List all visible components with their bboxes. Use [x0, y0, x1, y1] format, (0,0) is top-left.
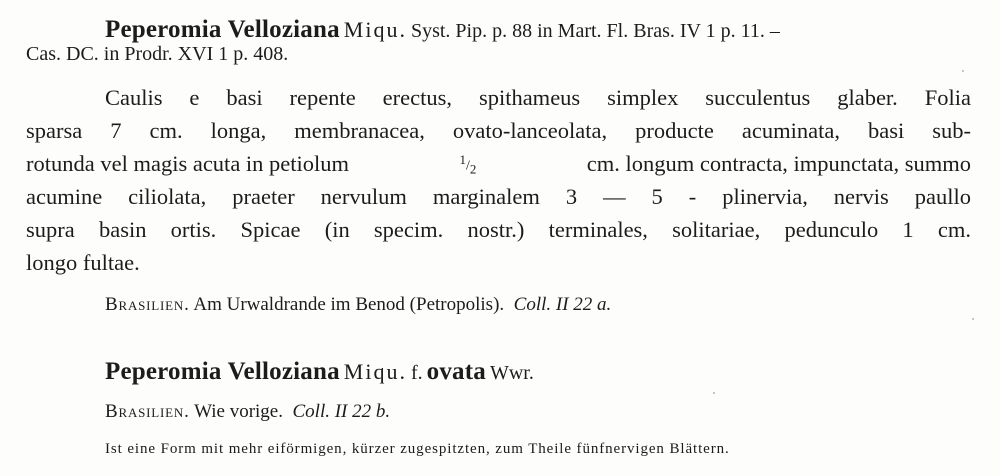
entry2-locality	[105, 402, 390, 421]
entry1-author: Miqu.	[343, 17, 407, 42]
entry1-heading	[105, 17, 780, 42]
entry2-collection: Coll. II 22 b.	[292, 401, 391, 422]
entry1-locality	[105, 295, 611, 314]
entry2-note: Ist eine Form mit mehr eiförmigen, kürzer zugespitzten, zum Theile fünfnervigen Blättern.	[105, 441, 730, 457]
entry2-heading	[105, 359, 534, 384]
entry2-locality-country: Brasilien.	[105, 401, 190, 422]
entry1-locality-country: Brasilien.	[105, 294, 190, 315]
entry1-description-line5: supra basin ortis. Spicae (in specim. nostr.) terminales, solitariae, pedunculo 1 cm.	[26, 217, 971, 242]
entry1-reference-line1: Syst. Pip. p. 88 in Mart. Fl. Bras. IV 1 p. 11. –	[410, 20, 780, 42]
entry1-description-line3-end: cm. longum contracta, impunctata, summo	[586, 151, 971, 176]
entry1-locality-text: Am Urwaldrande im Benod (Petropolis).	[193, 294, 505, 315]
entry1-species-name: Peperomia Velloziana	[105, 16, 340, 43]
petiole-fraction: $^1/_2$	[459, 152, 477, 177]
entry2-species-name: Peperomia Velloziana	[105, 358, 340, 385]
paper-speck	[713, 392, 715, 394]
entry1-description-line1: Caulis e basi repente erectus, spithameus simplex succulentus glaber. Folia	[105, 85, 971, 110]
entry1-collection: Coll. II 22 a.	[513, 294, 612, 315]
entry1-description-line6: longo fultae.	[26, 250, 140, 275]
paper-speck	[972, 318, 974, 320]
entry1-reference-line2: Cas. DC. in Prodr. XVI 1 p. 408.	[26, 43, 289, 65]
entry2-form-prefix: f.	[410, 362, 423, 384]
entry1-description-line3-start: rotunda vel magis acuta in petiolum	[26, 151, 350, 176]
entry2-locality-text: Wie vorige.	[194, 401, 283, 422]
fraction-numerator: 1	[459, 152, 466, 167]
paper-speck	[962, 70, 964, 72]
entry1-description-line2: sparsa 7 cm. longa, membranacea, ovato-lanceolata, producte acuminata, basi sub-	[26, 118, 971, 143]
entry1-description-line3	[26, 153, 971, 176]
entry1-description-line4: acumine ciliolata, praeter nervulum marginalem 3 — 5 - plinervia, nervis paullo	[26, 184, 971, 209]
entry2-form-name: ovata	[426, 358, 486, 385]
fraction-denominator: 2	[469, 161, 477, 177]
entry2-author: Miqu.	[343, 359, 407, 384]
entry2-form-author: Wwr.	[489, 362, 534, 384]
